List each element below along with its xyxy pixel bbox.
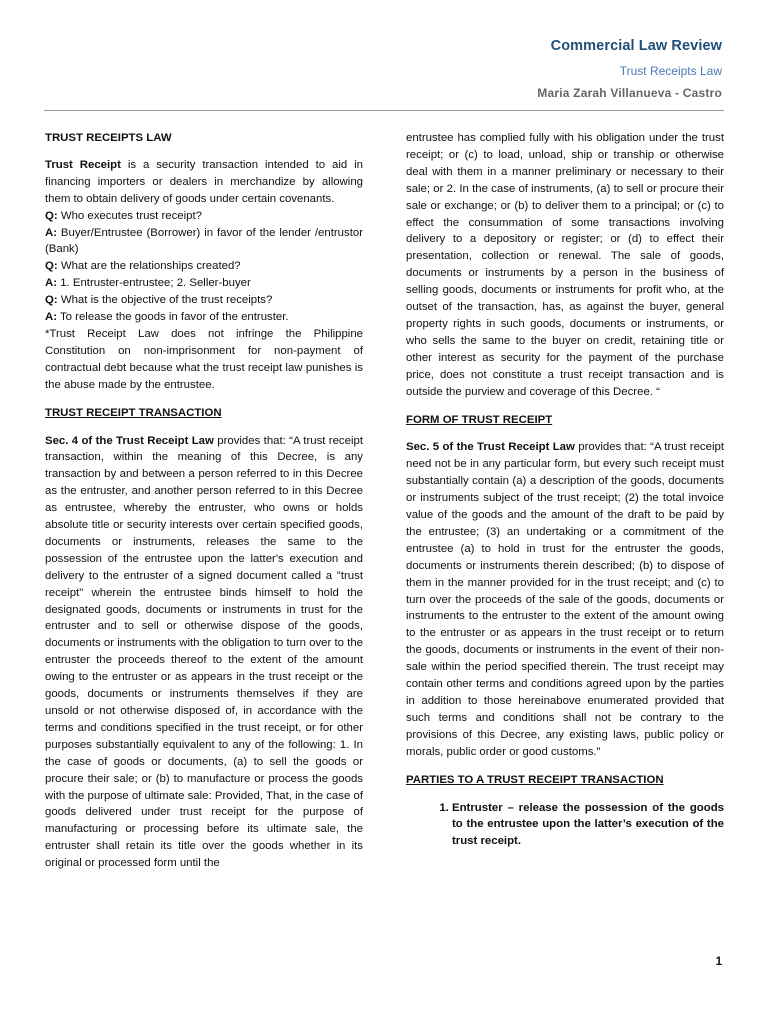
intro-definition: is a security transaction intended to aid in financing importers or dealers in merchandize by allowing them to obtain delivery of goods under certain covenants. [45,158,363,205]
heading-trust-receipt-transaction: TRUST RECEIPT TRANSACTION [45,406,222,419]
intro-term: Trust Receipt [45,158,121,171]
qa-text: 1. Entruster-entrustee; 2. Seller-buyer [57,277,251,290]
heading-trust-receipts-law: TRUST RECEIPTS LAW [45,132,172,144]
qa-text: Buyer/Entrustee (Borrower) in favor of the lender /entrustor (Bank) [45,226,363,256]
qa-label: A: [45,226,58,239]
qa-line [45,309,363,326]
section-4-continuation: entrustee has complied fully with his obligation under the trust receipt; or (c) to load, unload, ship or tranship or otherwise deal with them in a manner preliminary or necessary to their sale; or 2. In the case of instruments, (a) to sell or procure their sale or exchange; or (b) to deliver them to a principal; or (c) to effect the consummation of some transactions involving delivery to a depository or register; or (d) to effect their presentation, collection or renewal. The sale of goods, documents or instruments by a person in the business of selling goods, documents or instruments for profit who, at the outset of the transaction, has, as against the buyer, general property rights in such goods, documents or instruments, or who sells the same to the buyer on credit, retaining title or other interest as security for the payment of the purchase price, does not constitute a trust receipt transaction and is outside the purview and coverage of this Decree. “ [406,132,724,398]
qa-line [45,258,363,275]
section-5-paragraph [406,439,724,760]
heading-parties: PARTIES TO A TRUST RECEIPT TRANSACTION [406,773,664,786]
header-author: Maria Zarah Villanueva - Castro [537,86,722,100]
section-4-text: provides that: “A trust receipt transaction, within the meaning of this Decree, is any transaction by and between a person referred to in this Decree as the entruster, and another person referred to in this Decree as entrustee, whereby the entruster, who owns or holds absolute title or security interests over certain specified goods, documents or instruments, releases the same to the possession of the entrustee upon the latter's execution and delivery to the entruster of a signed document called a "trust receipt" wherein the entrustee binds himself to hold the designated goods, documents or instruments in trust for the entruster and to sell or otherwise dispose of the goods, documents or instruments with the obligation to turn over to the entruster the proceeds thereof to the extent of the amount owing to the entruster or as appears in the trust receipt or the goods, documents or instruments themselves if they are unsold or not otherwise disposed of, in accordance with the terms and conditions specified in the trust receipt, or for other purposes substantially equivalent to any of the following: 1. In the case of goods or documents, (a) to sell the goods or procure their sale; or (b) to manufacture or process the goods with the purpose of ultimate sale: Provided, That, in the case of goods delivered under trust receipt for the purpose of manufacturing or processing before its ultimate sale, the entruster shall retain its title over the goods whether in its original or processed form until the [45,434,363,870]
qa-label: Q: [45,209,58,222]
qa-text: What is the objective of the trust receipts? [57,294,273,307]
qa-label: Q: [45,294,58,307]
qa-label: A: [45,311,58,324]
heading-form-of-trust-receipt: FORM OF TRUST RECEIPT [406,413,553,426]
left-column [45,130,363,872]
constitution-note: *Trust Receipt Law does not infringe the Philippine Constitution on non-imprisonment for non-payment of contractual debt because what the trust receipt law punishes is the abuse made by the entrustee. [45,327,363,391]
qa-line [45,208,363,225]
page-number: 1 [715,956,722,968]
header-divider [44,110,724,111]
section-4-label: Sec. 4 of the Trust Receipt Law [45,434,214,447]
section-5-label: Sec. 5 of the Trust Receipt Law [406,441,575,454]
qa-text: What are the relationships created? [57,260,241,273]
right-column [406,130,724,850]
qa-label: Q: [45,260,58,273]
header-subtitle: Trust Receipts Law [619,64,722,78]
qa-line [45,275,363,292]
page-header [537,38,722,100]
qa-label: A: [45,277,58,290]
intro-paragraph [45,157,363,208]
qa-line [45,225,363,259]
qa-text: Who executes trust receipt? [57,209,203,222]
list-item: 1. Entruster – release the possession of the goods to the entrustee upon the latter’s execution of the trust receipt. [452,800,724,851]
header-title: Commercial Law Review [550,38,722,54]
qa-line [45,292,363,309]
section-5-text: provides that: “A trust receipt need not be in any particular form, but every such receipt must substantially contain (a) a description of the goods, documents or instruments subject of the trust receipt; (2) the total invoice value of the goods and the amount of the draft to be paid by the entrustee; (3) an undertaking or a commitment of the entrustee (a) to hold in trust for the entruster the goods, documents or instruments therein described; (b) to dispose of them in the manner provided for in the trust receipt; and (c) to turn over the proceeds of the sale of the goods, documents or instruments to the entruster to the extent of the amount owing to the entruster or as appears in the trust receipt or to return the goods, documents or instruments in the event of their non-sale within the period specified therein. The trust receipt may contain other terms and conditions agreed upon by the parties in addition to those hereinabove enumerated provided that such terms and conditions shall not be contrary to the provisions of this Decree, any existing laws, public policy or morals, public order or good customs.” [406,441,724,758]
qa-text: To release the goods in favor of the entruster. [57,311,289,324]
parties-list [406,800,724,851]
section-4-paragraph [45,433,363,873]
